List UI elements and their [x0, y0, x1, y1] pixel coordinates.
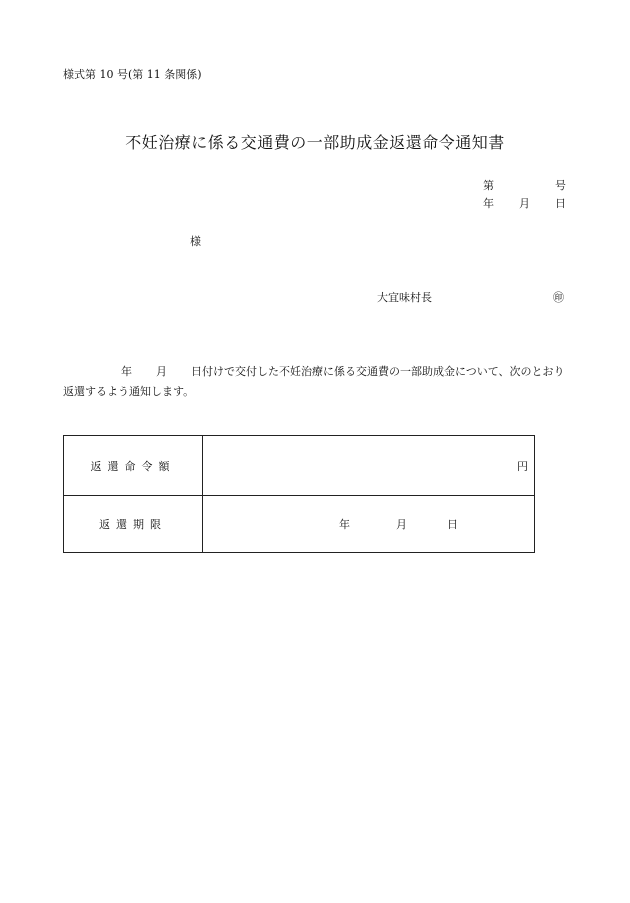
deadline-year: 年 — [339, 518, 350, 531]
form-number: 様式第 10 号(第 11 条関係) — [63, 68, 202, 81]
notice-body — [63, 362, 568, 402]
sender-name: 大宜味村長 — [377, 291, 432, 304]
date-month: 月 — [519, 197, 530, 210]
repayment-deadline-cell — [203, 496, 535, 553]
date-day: 日 — [555, 197, 566, 210]
yen-unit: 円 — [517, 459, 528, 473]
deadline-day: 日 — [447, 518, 458, 531]
body-text: 日付けで交付した不妊治療に係る交通費の一部助成金について、次のとおり返還するよう通知します。 — [63, 365, 565, 398]
body-year: 年 — [121, 365, 132, 378]
deadline-month: 月 — [396, 518, 407, 531]
repayment-amount-cell — [203, 436, 535, 496]
seal-mark: ㊞ — [553, 291, 564, 304]
recipient-honorific: 様 — [190, 235, 201, 248]
repayment-deadline-label: 返還期限 — [64, 496, 203, 553]
repayment-table — [63, 435, 535, 553]
deadline-date — [339, 516, 458, 532]
table-row — [64, 496, 535, 553]
date-year: 年 — [483, 197, 494, 210]
number-prefix: 第 — [483, 179, 494, 192]
document-title: 不妊治療に係る交通費の一部助成金返還命令通知書 — [125, 133, 505, 152]
repayment-amount-label: 返還命令額 — [64, 436, 203, 496]
table-row — [64, 436, 535, 496]
body-month: 月 — [156, 365, 167, 378]
number-suffix: 号 — [555, 179, 566, 192]
